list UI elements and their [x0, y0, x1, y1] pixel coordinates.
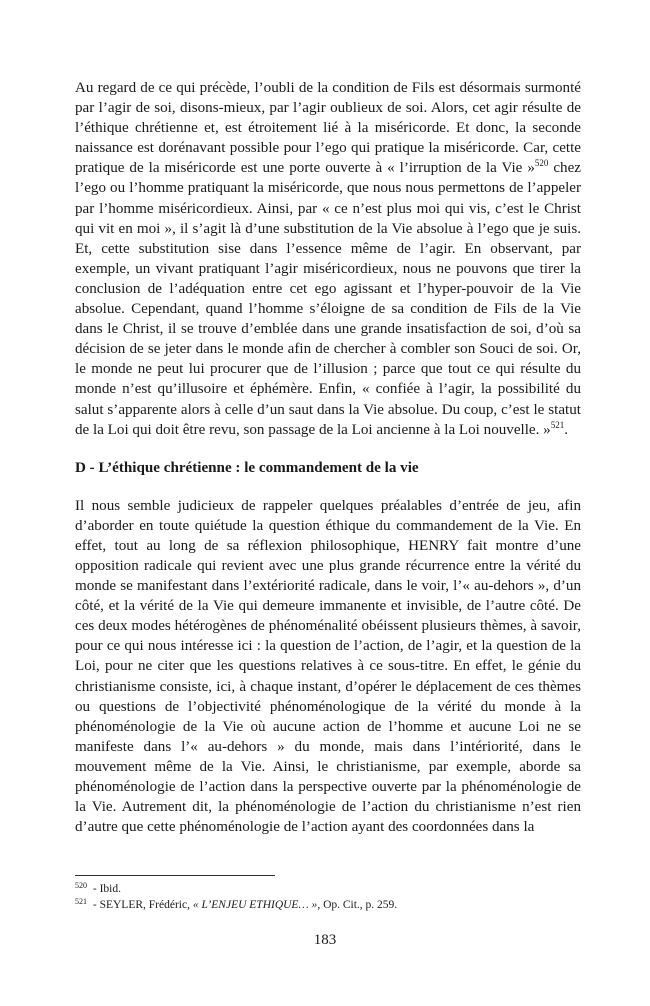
paragraph-1-text-c: .: [564, 421, 568, 438]
page-number: 183: [313, 932, 337, 948]
footnote-number: 520: [75, 881, 87, 890]
footnote-title: « L’ENJEU ETHIQUE… »: [192, 899, 318, 911]
footnote-ref-520[interactable]: 520: [534, 158, 549, 169]
footnote-separator: [75, 875, 275, 876]
footnotes: [75, 881, 581, 913]
footnote-521: [75, 897, 581, 913]
footnote-text-pre: - SEYLER, Frédéric,: [90, 899, 193, 911]
footnote-ref-521[interactable]: 521: [550, 419, 565, 430]
paragraph-1-text-a: Au regard de ce qui précède, l’oubli de la condition de Fils est désormais surmonté par l’agir de soi, disons-mieux, par l’agir oublieux de soi. Alors, cet agir résulte de l’éthique chrétienne et, est étroitement lié à la miséricorde. Et donc, la seconde naissance est dorénavant possible pour l’ego qui pratique la miséricorde. Car, cette pratique de la miséricorde est une porte ouverte à « l’irruption de la Vie »: [75, 80, 581, 177]
page-body: [75, 78, 581, 837]
footnote-text: - Ibid.: [90, 883, 121, 895]
footnote-text-post: , Op. Cit., p. 259.: [317, 899, 398, 911]
footnote-520: [75, 881, 581, 897]
paragraph-2: Il nous semble judicieux de rappeler quelques préalables d’entrée de jeu, afin d’aborder en toute quiétude la question éthique du commandement de la Vie. En effet, tout au long de sa réflexion philosophique, HENRY fait montre d’une opposition radicale qui revient avec une plus grande récurrence entre la vérité du monde se manifestant dans l’extériorité radicale, dans le voir, l’« au-dehors », d’un côté, et la vérité de la Vie qui demeure immanente et invisible, de l’autre côté. De ces deux modes hétérogènes de phénoménalité obéissent plusieurs thèmes, à savoir, pour ce qui nous intéresse ici : la question de l’action, de l’agir, et la question de la Loi, pour ne citer que les questions relatives à ce sous-titre. En effet, le génie du christianisme consiste, ici, à chaque instant, d’opérer le déplacement de ces thèmes ou questions de l’objectivité phénoménologique de la vérité du monde à la phénoménologie de la Vie où aucune action de l’homme et aucune Loi ne se manifeste dans l’« au-dehors » du monde, mais dans l’intériorité, dans le mouvement même de la Vie. Ainsi, le christianisme, par exemple, aborde sa phénoménologie de l’action dans la perspective ouverte par la phénoménologie de la Vie. Autrement dit, la phénoménologie de l’action du christianisme n’est rien d’autre que cette phénoménologie de l’action ayant des coordonnées dans la: [75, 497, 581, 836]
footnote-number: 521: [75, 897, 87, 906]
section-heading: D - L’éthique chrétienne : le commandement de la vie: [75, 459, 419, 476]
paragraph-1: [75, 78, 581, 440]
paragraph-1-text-b: chez l’ego ou l’homme pratiquant la miséricorde, que nous nous permettons de l’appeler par l’homme miséricordieux. Ainsi, par « ce n’est plus moi qui vis, c’est le Christ qui vit en moi », il s’agit là d’une substitution de la Vie absolue à l’ego que je suis. Et, cette substitution sise dans l’essence même de l’agir. En observant, par exemple, un vivant pratiquant l’agir miséricordieux, nous ne pouvons que tirer la conclusion de l’adéquation entre cet ego agissant et l’hyper-pouvoir de la Vie absolue. Cependant, quand l’homme s’éloigne de sa condition de Fils de la Vie dans le Christ, il se trouve d’emblée dans une grande insatisfaction de soi, d’où sa décision de se jeter dans le monde afin de chercher à combler son Souci de soi. Or, le monde ne peut lui procurer que de l’illusion ; parce que tout ce qui résulte du monde n’est qu’illusoire et éphémère. Enfin, « confiée à l’agir, la possibilité du salut s’apparente alors à celle d’un saut dans la Vie absolue. Du coup, c’est le statut de la Loi qui doit être revu, son passage de la Loi ancienne à la Loi nouvelle. »: [75, 160, 581, 438]
